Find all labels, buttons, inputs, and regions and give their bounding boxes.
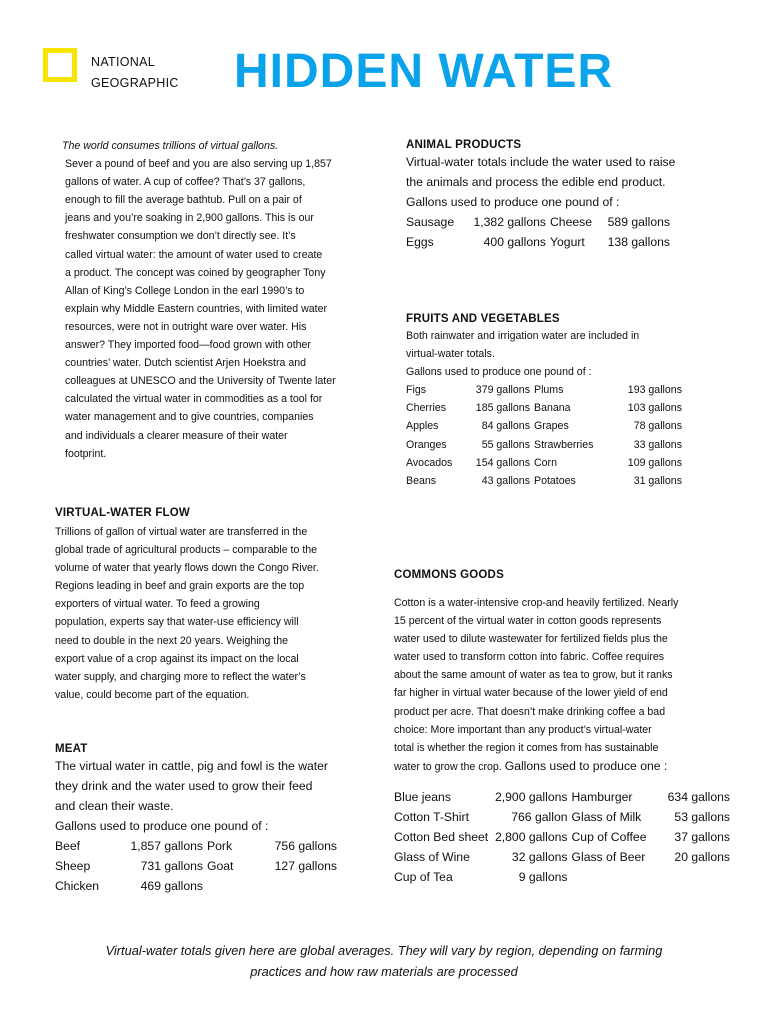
commons-heading: COMMONS GOODS bbox=[394, 569, 504, 581]
animal-line: Virtual-water totals include the water used to raise bbox=[406, 155, 676, 169]
commons-row bbox=[394, 867, 734, 887]
animal-item: Yogurt bbox=[550, 235, 585, 249]
flow-line: volume of water that yearly flows down the Congo River. bbox=[55, 562, 319, 575]
meat-line: Gallons used to produce one pound of : bbox=[55, 819, 269, 833]
commons-item: Cotton Bed sheet bbox=[394, 829, 489, 844]
fruits-gallons: 43 gallons bbox=[481, 474, 530, 487]
fruits-item: Plums bbox=[534, 384, 564, 397]
commons-row bbox=[394, 807, 734, 827]
fruits-item: Oranges bbox=[406, 438, 447, 451]
fruits-item: Corn bbox=[534, 456, 557, 469]
meat-gallons: 1,857 gallons bbox=[130, 839, 203, 853]
commons-item: Cotton T-Shirt bbox=[394, 809, 469, 824]
meat-item: Pork bbox=[207, 839, 233, 853]
intro-line: answer? They imported food—food grown with other bbox=[65, 339, 311, 352]
meat-table bbox=[55, 836, 341, 896]
commons-line: choice: More important than any product’s virtual-water bbox=[394, 723, 652, 736]
animal-gallons: 138 gallons bbox=[607, 235, 670, 249]
commons-last-text: water to grow the crop. bbox=[394, 760, 502, 773]
fruits-gallons: 84 gallons bbox=[481, 420, 530, 433]
commons-line: far higher in virtual water because of the lower yield of end bbox=[394, 687, 668, 700]
fruits-row bbox=[406, 417, 686, 435]
fruits-item: Cherries bbox=[406, 402, 447, 415]
meat-gallons bbox=[257, 876, 341, 896]
animal-body bbox=[406, 152, 726, 212]
animal-table bbox=[406, 212, 674, 252]
commons-gallons: 9 gallons bbox=[518, 869, 568, 884]
flow-line: need to double in the next 20 years. Weighing the bbox=[55, 634, 289, 647]
commons-gallons: 634 gallons bbox=[667, 789, 730, 804]
animal-line: the animals and process the edible end product. bbox=[406, 175, 666, 189]
intro-line: colleagues at UNESCO and the University of Twente later bbox=[65, 375, 336, 388]
commons-item: Glass of Wine bbox=[394, 849, 470, 864]
footer-line-1: Virtual-water totals given here are global averages. They will vary by region, depending on farming bbox=[105, 943, 663, 958]
flow-line: Trillions of gallon of virtual water are transferred in the bbox=[55, 526, 308, 538]
fruits-gallons: 78 gallons bbox=[633, 420, 682, 433]
fruits-row bbox=[406, 381, 686, 399]
animal-section bbox=[406, 139, 726, 252]
commons-line: total is whether the region it comes from has sustainable bbox=[394, 741, 659, 754]
commons-gallons: 53 gallons bbox=[674, 809, 730, 824]
meat-row bbox=[55, 836, 341, 856]
animal-item: Cheese bbox=[550, 215, 593, 229]
commons-gallons: 37 gallons bbox=[674, 829, 730, 844]
logo-line-1: NATIONAL bbox=[91, 55, 155, 69]
intro-line: jeans and you’re soaking in 2,900 gallons. This is our bbox=[65, 212, 314, 225]
fruits-gallons: 379 gallons bbox=[475, 384, 530, 397]
commons-last-line bbox=[394, 757, 734, 776]
animal-item: Eggs bbox=[406, 235, 434, 249]
intro-line: Allan of King’s College London in the earl 1990’s to bbox=[65, 284, 305, 297]
fruits-row bbox=[406, 454, 686, 472]
page-title: HIDDEN WATER bbox=[234, 45, 614, 98]
fruits-body bbox=[406, 327, 726, 381]
fruits-gallons: 55 gallons bbox=[481, 438, 530, 451]
commons-table bbox=[394, 787, 734, 887]
commons-line: product per acre. That doesn’t make drinking coffee a bad bbox=[394, 705, 666, 718]
flow-body bbox=[55, 523, 365, 704]
flow-heading: VIRTUAL-WATER FLOW bbox=[55, 507, 190, 519]
intro-body bbox=[62, 155, 362, 463]
intro-line: enough to fill the average bathtub. Pull on a pair of bbox=[65, 194, 302, 207]
fruits-row bbox=[406, 472, 686, 490]
commons-body bbox=[394, 594, 734, 757]
commons-item: Cup of Tea bbox=[394, 869, 453, 884]
commons-gallons: 32 gallons bbox=[511, 849, 568, 864]
commons-item: Glass of Beer bbox=[571, 849, 646, 864]
fruits-table bbox=[406, 381, 686, 490]
intro-line: footprint. bbox=[65, 447, 107, 460]
intro-line: and individuals a clearer measure of their water bbox=[65, 429, 288, 442]
animal-heading: ANIMAL PRODUCTS bbox=[406, 139, 522, 151]
animal-item: Sausage bbox=[406, 215, 455, 229]
flow-line: water supply, and charging more to reflect the water’s bbox=[55, 670, 306, 683]
meat-section bbox=[55, 743, 375, 896]
fruits-item: Beans bbox=[406, 474, 437, 487]
meat-row bbox=[55, 876, 341, 896]
fruits-heading: FRUITS AND VEGETABLES bbox=[406, 313, 560, 325]
flow-line: Regions leading in beef and grain exports are the top bbox=[55, 580, 305, 593]
fruits-item: Potatoes bbox=[534, 474, 576, 487]
intro-line: Sever a pound of beef and you are also serving up 1,857 bbox=[65, 158, 332, 171]
intro-line: resources, were not in outright ware over water. His bbox=[65, 320, 307, 333]
fruits-item: Avocados bbox=[406, 456, 453, 469]
meat-gallons: 127 gallons bbox=[274, 859, 337, 873]
commons-row bbox=[394, 787, 734, 807]
animal-gallons: 400 gallons bbox=[483, 235, 546, 249]
commons-line: about the same amount of water as tea to grow, but it ranks bbox=[394, 669, 673, 682]
commons-item: Hamburger bbox=[571, 789, 633, 804]
commons-gallons: 2,800 gallons bbox=[494, 829, 568, 844]
fruits-gallons: 31 gallons bbox=[633, 474, 682, 487]
fruits-item: Grapes bbox=[534, 420, 569, 433]
commons-item bbox=[572, 867, 668, 887]
commons-gallons bbox=[668, 867, 734, 887]
flow-line: export value of a crop against its impact on the local bbox=[55, 652, 299, 665]
logo-line-2: GEOGRAPHIC bbox=[91, 76, 179, 90]
fruits-row bbox=[406, 399, 686, 417]
logo-text bbox=[91, 52, 179, 94]
animal-gallons: 1,382 gallons bbox=[473, 215, 546, 229]
meat-gallons: 756 gallons bbox=[274, 839, 337, 853]
fruits-item: Banana bbox=[534, 402, 571, 415]
intro-line: water management and to give countries, companies bbox=[65, 411, 314, 424]
animal-gallons: 589 gallons bbox=[607, 215, 670, 229]
intro-section bbox=[62, 137, 362, 463]
commons-item: Glass of Milk bbox=[571, 809, 642, 824]
fruits-gallons: 33 gallons bbox=[633, 438, 682, 451]
commons-line: water used to transform cotton into fabric. Coffee requires bbox=[394, 651, 665, 664]
animal-row bbox=[406, 212, 674, 232]
meat-item: Sheep bbox=[55, 859, 91, 873]
flow-line: global trade of agricultural products – comparable to the bbox=[55, 544, 318, 557]
logo-frame bbox=[43, 48, 77, 82]
intro-line: explain why Middle Eastern countries, with limited water bbox=[65, 302, 328, 315]
fruits-gallons: 193 gallons bbox=[627, 384, 682, 397]
fruits-section bbox=[406, 313, 726, 490]
fruits-item: Figs bbox=[406, 384, 427, 397]
fruits-gallons: 103 gallons bbox=[627, 402, 682, 415]
meat-body bbox=[55, 756, 375, 836]
animal-line: Gallons used to produce one pound of : bbox=[406, 195, 620, 209]
fruits-row bbox=[406, 436, 686, 454]
commons-row bbox=[394, 827, 734, 847]
intro-line: countries’ water. Dutch scientist Arjen Hoekstra and bbox=[65, 357, 307, 370]
meat-gallons: 469 gallons bbox=[140, 879, 203, 893]
commons-line: water used to dilute wastewater for fertilized fields plus the bbox=[394, 633, 668, 646]
flow-line: population, experts say that water-use efficiency will bbox=[55, 616, 299, 629]
intro-line: gallons of water. A cup of coffee? That’s 37 gallons, bbox=[65, 176, 306, 189]
commons-gallons-intro: Gallons used to produce one : bbox=[504, 758, 668, 773]
commons-gallons: 766 gallon bbox=[511, 809, 568, 824]
meat-line: and clean their waste. bbox=[55, 799, 174, 813]
commons-line: Cotton is a water-intensive crop-and heavily fertilized. Nearly bbox=[394, 597, 679, 609]
fruits-gallons: 154 gallons bbox=[475, 456, 530, 469]
meat-item bbox=[207, 876, 257, 896]
flow-line: value, could become part of the equation. bbox=[55, 688, 250, 701]
flow-line: exporters of virtual water. To feed a growing bbox=[55, 598, 260, 611]
commons-gallons: 2,900 gallons bbox=[494, 789, 568, 804]
fruits-gallons: 185 gallons bbox=[475, 402, 530, 415]
meat-item: Chicken bbox=[55, 879, 100, 893]
intro-line: calculated the virtual water in commodities as a tool for bbox=[65, 393, 323, 406]
fruits-gallons: 109 gallons bbox=[627, 456, 682, 469]
intro-line: freshwater consumption we don’t directly see. It’s bbox=[65, 230, 296, 243]
meat-heading: MEAT bbox=[55, 743, 88, 755]
fruits-line: Both rainwater and irrigation water are included in bbox=[406, 330, 640, 342]
fruits-item: Apples bbox=[406, 420, 439, 433]
fruits-line: Gallons used to produce one pound of : bbox=[406, 366, 592, 379]
meat-item: Goat bbox=[207, 859, 234, 873]
flow-section bbox=[55, 507, 365, 704]
commons-row bbox=[394, 847, 734, 867]
commons-item: Cup of Coffee bbox=[571, 829, 647, 844]
intro-line: called virtual water: the amount of water used to create bbox=[65, 248, 323, 261]
intro-line: a product. The concept was coined by geographer Tony bbox=[65, 266, 326, 279]
animal-row bbox=[406, 232, 674, 252]
meat-item: Beef bbox=[55, 839, 81, 853]
meat-line: they drink and the water used to grow their feed bbox=[55, 779, 313, 793]
fruits-line: virtual-water totals. bbox=[406, 348, 495, 361]
commons-line: 15 percent of the virtual water in cotton goods represents bbox=[394, 615, 662, 628]
fruits-item: Strawberries bbox=[534, 438, 594, 451]
footer-note bbox=[40, 940, 728, 982]
commons-section bbox=[394, 569, 734, 887]
intro-lead: The world consumes trillions of virtual gallons. bbox=[62, 140, 279, 152]
meat-gallons: 731 gallons bbox=[140, 859, 203, 873]
meat-row bbox=[55, 856, 341, 876]
commons-gallons: 20 gallons bbox=[674, 849, 730, 864]
commons-item: Blue jeans bbox=[394, 789, 451, 804]
footer-line-2: practices and how raw materials are processed bbox=[250, 964, 518, 979]
meat-line: The virtual water in cattle, pig and fowl is the water bbox=[55, 759, 328, 773]
